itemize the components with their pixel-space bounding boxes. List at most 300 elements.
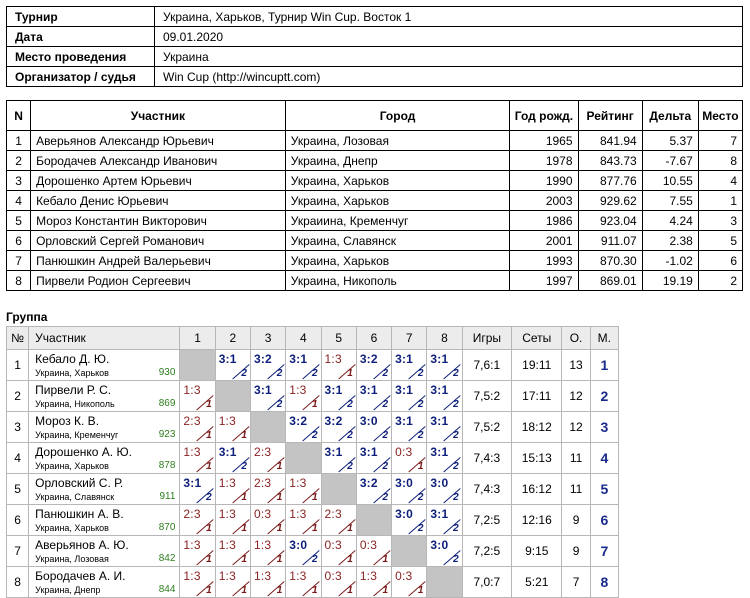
match-score: 3:0 bbox=[430, 476, 449, 490]
match-points: 2 bbox=[241, 368, 247, 379]
group-row bbox=[7, 381, 619, 412]
group-player-cell bbox=[29, 443, 180, 474]
match-result-cell bbox=[250, 536, 285, 567]
participant-number: 7 bbox=[7, 251, 31, 271]
info-row-tournament bbox=[7, 7, 743, 27]
participant-row bbox=[7, 151, 743, 171]
match-score: 3:1 bbox=[324, 445, 343, 459]
info-label: Организатор / судья bbox=[7, 67, 155, 87]
info-label: Турнир bbox=[7, 7, 155, 27]
group-player-city: Украина, Харьков bbox=[35, 368, 109, 378]
match-points: 1 bbox=[276, 523, 283, 534]
match-points: 1 bbox=[206, 523, 212, 534]
participant-rating: 877.76 bbox=[578, 171, 642, 191]
match-score: 1:3 bbox=[218, 538, 236, 552]
match-result-cell bbox=[286, 474, 321, 505]
group-col-header-opponent: 8 bbox=[427, 327, 462, 350]
participant-delta: -7.67 bbox=[642, 151, 698, 171]
match-points: 2 bbox=[453, 430, 459, 441]
match-result-cell bbox=[180, 474, 215, 505]
match-points: 1 bbox=[206, 399, 212, 410]
group-player-name: Кебало Д. Ю. bbox=[35, 352, 110, 366]
match-score: 2:3 bbox=[324, 507, 342, 521]
match-result-cell bbox=[321, 536, 356, 567]
participant-place: 2 bbox=[698, 271, 742, 291]
match-points: 2 bbox=[241, 461, 247, 472]
match-score: 3:1 bbox=[289, 352, 308, 366]
match-points: 1 bbox=[276, 461, 283, 472]
group-col-header-opponent: 7 bbox=[392, 327, 427, 350]
participant-birth-year: 2001 bbox=[510, 231, 578, 251]
match-points: 2 bbox=[417, 523, 424, 534]
group-diagonal-cell bbox=[180, 350, 215, 381]
group-sets: 17:11 bbox=[512, 381, 562, 412]
info-row-venue bbox=[7, 47, 743, 67]
group-player-city: Украина, Харьков bbox=[35, 523, 109, 533]
group-games: 7,5:2 bbox=[462, 381, 511, 412]
participant-city: Украина, Никополь bbox=[285, 271, 510, 291]
match-result-cell bbox=[250, 381, 285, 412]
group-player-name: Панюшкин А. В. bbox=[35, 507, 124, 521]
match-points: 1 bbox=[241, 523, 247, 534]
group-row-number: 4 bbox=[7, 443, 29, 474]
group-points: 7 bbox=[562, 567, 590, 598]
match-score: 1:3 bbox=[253, 569, 272, 583]
info-row-date bbox=[7, 27, 743, 47]
group-col-header-opponent: 5 bbox=[321, 327, 356, 350]
group-place: 4 bbox=[590, 443, 618, 474]
match-score: 3:1 bbox=[395, 383, 414, 397]
participant-row bbox=[7, 131, 743, 151]
group-diagonal-cell bbox=[321, 474, 356, 505]
match-score: 0:3 bbox=[395, 445, 413, 459]
match-points: 2 bbox=[206, 492, 212, 503]
group-games: 7,4:3 bbox=[462, 443, 511, 474]
match-points: 2 bbox=[453, 492, 459, 503]
group-points: 11 bbox=[562, 474, 590, 505]
info-label: Дата bbox=[7, 27, 155, 47]
participant-rating: 911.07 bbox=[578, 231, 642, 251]
match-points: 1 bbox=[311, 585, 318, 596]
match-score: 3:0 bbox=[430, 538, 449, 552]
participant-row bbox=[7, 191, 743, 211]
group-player-rating: 923 bbox=[158, 429, 176, 440]
group-games: 7,6:1 bbox=[462, 350, 511, 381]
match-points: 2 bbox=[382, 492, 389, 503]
match-points: 2 bbox=[417, 368, 424, 379]
group-games: 7,2:5 bbox=[462, 536, 511, 567]
participant-row bbox=[7, 231, 743, 251]
match-points: 2 bbox=[311, 554, 318, 565]
info-row-organizer bbox=[7, 67, 743, 87]
match-result-cell bbox=[286, 350, 321, 381]
match-score: 3:2 bbox=[359, 476, 378, 490]
match-score: 1:3 bbox=[183, 538, 201, 552]
match-result-cell bbox=[215, 536, 250, 567]
match-points: 2 bbox=[382, 430, 389, 441]
col-header-year: Год рожд. bbox=[510, 101, 578, 131]
participant-place: 7 bbox=[698, 131, 742, 151]
participant-name: Мороз Константин Викторович bbox=[31, 211, 286, 231]
match-points: 1 bbox=[347, 585, 353, 596]
match-points: 1 bbox=[417, 461, 424, 472]
match-points: 1 bbox=[206, 585, 212, 596]
match-score: 1:3 bbox=[359, 569, 378, 583]
group-col-header-opponent: 3 bbox=[250, 327, 285, 350]
match-score: 3:1 bbox=[395, 414, 414, 428]
participant-row bbox=[7, 211, 743, 231]
participant-number: 8 bbox=[7, 271, 31, 291]
info-value: Украина bbox=[155, 47, 743, 67]
participant-name: Дорошенко Артем Юрьевич bbox=[31, 171, 286, 191]
group-diagonal-cell bbox=[250, 412, 285, 443]
match-result-cell bbox=[321, 412, 356, 443]
match-score: 3:1 bbox=[430, 414, 449, 428]
group-player-city: Украина, Славянск bbox=[35, 492, 115, 502]
participant-place: 3 bbox=[698, 211, 742, 231]
group-row bbox=[7, 350, 619, 381]
match-result-cell bbox=[427, 443, 462, 474]
match-points: 2 bbox=[417, 430, 424, 441]
group-place: 2 bbox=[590, 381, 618, 412]
match-points: 1 bbox=[241, 585, 247, 596]
match-score: 1:3 bbox=[183, 383, 201, 397]
group-row-number: 1 bbox=[7, 350, 29, 381]
match-points: 2 bbox=[453, 399, 459, 410]
match-points: 2 bbox=[311, 368, 318, 379]
match-points: 2 bbox=[276, 368, 283, 379]
match-points: 2 bbox=[453, 523, 459, 534]
match-score: 3:2 bbox=[324, 414, 343, 428]
match-result-cell bbox=[356, 567, 391, 598]
participants-header-row bbox=[7, 101, 743, 131]
match-result-cell bbox=[392, 381, 427, 412]
col-header-name: Участник bbox=[31, 101, 286, 131]
col-header-place: Место bbox=[698, 101, 742, 131]
match-points: 2 bbox=[276, 399, 283, 410]
group-col-header-place: М. bbox=[590, 327, 618, 350]
match-points: 2 bbox=[347, 430, 353, 441]
participant-row bbox=[7, 251, 743, 271]
group-player-cell bbox=[29, 381, 180, 412]
info-label: Место проведения bbox=[7, 47, 155, 67]
match-score: 2:3 bbox=[183, 507, 201, 521]
match-result-cell bbox=[250, 350, 285, 381]
match-result-cell bbox=[321, 567, 356, 598]
match-result-cell bbox=[215, 474, 250, 505]
participant-birth-year: 1986 bbox=[510, 211, 578, 231]
col-header-n: N bbox=[7, 101, 31, 131]
group-row-number: 8 bbox=[7, 567, 29, 598]
group-player-cell bbox=[29, 505, 180, 536]
match-result-cell bbox=[356, 474, 391, 505]
group-col-header-points: О. bbox=[562, 327, 590, 350]
group-row-number: 6 bbox=[7, 505, 29, 536]
group-player-city: Украина, Кременчуг bbox=[35, 430, 119, 440]
participant-rating: 870.30 bbox=[578, 251, 642, 271]
participant-city: Украина, Днепр bbox=[285, 151, 510, 171]
group-points: 12 bbox=[562, 412, 590, 443]
group-player-name: Пирвели Р. С. bbox=[35, 383, 112, 397]
match-score: 3:1 bbox=[430, 352, 449, 366]
participant-delta: 4.24 bbox=[642, 211, 698, 231]
match-result-cell bbox=[215, 412, 250, 443]
match-result-cell bbox=[392, 443, 427, 474]
match-score: 0:3 bbox=[324, 569, 342, 583]
group-place: 3 bbox=[590, 412, 618, 443]
match-score: 3:1 bbox=[324, 383, 343, 397]
group-player-name: Аверьянов А. Ю. bbox=[35, 538, 129, 552]
group-player-cell bbox=[29, 536, 180, 567]
group-player-rating: 878 bbox=[158, 460, 176, 471]
match-result-cell bbox=[321, 505, 356, 536]
participant-place: 4 bbox=[698, 171, 742, 191]
match-score: 3:1 bbox=[218, 352, 237, 366]
match-result-cell bbox=[180, 536, 215, 567]
match-result-cell bbox=[321, 381, 356, 412]
group-row-number: 3 bbox=[7, 412, 29, 443]
match-points: 2 bbox=[311, 430, 318, 441]
group-sets: 9:15 bbox=[512, 536, 562, 567]
match-result-cell bbox=[250, 443, 285, 474]
participant-birth-year: 1997 bbox=[510, 271, 578, 291]
match-points: 1 bbox=[311, 492, 318, 503]
match-result-cell bbox=[356, 350, 391, 381]
match-points: 1 bbox=[417, 585, 424, 596]
match-points: 2 bbox=[382, 399, 389, 410]
match-result-cell bbox=[286, 412, 321, 443]
match-result-cell bbox=[250, 505, 285, 536]
group-row bbox=[7, 536, 619, 567]
match-points: 1 bbox=[241, 554, 247, 565]
match-result-cell bbox=[286, 567, 321, 598]
info-value: Win Cup (http://wincuptt.com) bbox=[155, 67, 743, 87]
group-diagonal-cell bbox=[215, 381, 250, 412]
match-score: 1:3 bbox=[218, 507, 236, 521]
participant-delta: 7.55 bbox=[642, 191, 698, 211]
match-points: 1 bbox=[206, 554, 212, 565]
match-points: 1 bbox=[382, 554, 389, 565]
match-points: 1 bbox=[276, 585, 283, 596]
participant-birth-year: 1990 bbox=[510, 171, 578, 191]
group-row bbox=[7, 412, 619, 443]
match-score: 3:2 bbox=[253, 352, 272, 366]
match-score: 3:0 bbox=[395, 507, 414, 521]
group-place: 1 bbox=[590, 350, 618, 381]
participant-birth-year: 2003 bbox=[510, 191, 578, 211]
match-points: 1 bbox=[206, 430, 212, 441]
match-score: 0:3 bbox=[395, 569, 413, 583]
match-points: 2 bbox=[453, 461, 459, 472]
match-score: 1:3 bbox=[289, 383, 307, 397]
group-player-cell bbox=[29, 474, 180, 505]
participant-delta: 5.37 bbox=[642, 131, 698, 151]
group-place: 7 bbox=[590, 536, 618, 567]
group-place: 5 bbox=[590, 474, 618, 505]
match-points: 2 bbox=[417, 399, 424, 410]
match-score: 1:3 bbox=[183, 569, 201, 583]
group-col-header-games: Игры bbox=[462, 327, 511, 350]
group-body bbox=[7, 350, 619, 598]
match-points: 2 bbox=[347, 461, 353, 472]
group-points: 13 bbox=[562, 350, 590, 381]
match-points: 2 bbox=[453, 554, 459, 565]
participant-delta: 19.19 bbox=[642, 271, 698, 291]
participant-number: 5 bbox=[7, 211, 31, 231]
match-points: 1 bbox=[347, 523, 353, 534]
participant-city: Украина, Харьков bbox=[285, 171, 510, 191]
match-result-cell bbox=[180, 443, 215, 474]
participant-place: 6 bbox=[698, 251, 742, 271]
group-player-rating: 842 bbox=[158, 553, 176, 564]
group-col-header-n: № bbox=[7, 327, 29, 350]
col-header-delta: Дельта bbox=[642, 101, 698, 131]
match-points: 1 bbox=[347, 554, 353, 565]
group-row-number: 2 bbox=[7, 381, 29, 412]
match-result-cell bbox=[356, 443, 391, 474]
match-points: 1 bbox=[276, 492, 283, 503]
match-score: 1:3 bbox=[253, 538, 272, 552]
match-points: 1 bbox=[241, 430, 247, 441]
match-result-cell bbox=[356, 412, 391, 443]
match-score: 3:1 bbox=[430, 383, 449, 397]
match-result-cell bbox=[180, 567, 215, 598]
group-player-rating: 930 bbox=[158, 367, 176, 378]
group-sets: 19:11 bbox=[512, 350, 562, 381]
match-result-cell bbox=[427, 505, 462, 536]
group-col-header-opponent: 6 bbox=[356, 327, 391, 350]
group-player-cell bbox=[29, 567, 180, 598]
participant-city: Украина, Славянск bbox=[285, 231, 510, 251]
participant-city: Украиина, Кременчуг bbox=[285, 211, 510, 231]
group-points: 12 bbox=[562, 381, 590, 412]
match-score: 1:3 bbox=[289, 507, 307, 521]
match-result-cell bbox=[392, 474, 427, 505]
match-result-cell bbox=[250, 474, 285, 505]
match-points: 2 bbox=[347, 399, 353, 410]
match-result-cell bbox=[180, 505, 215, 536]
group-player-rating: 869 bbox=[158, 398, 176, 409]
match-score: 3:1 bbox=[430, 445, 449, 459]
group-col-header-name: Участник bbox=[29, 327, 180, 350]
participant-number: 2 bbox=[7, 151, 31, 171]
match-score: 2:3 bbox=[183, 414, 201, 428]
participant-row bbox=[7, 171, 743, 191]
match-score: 3:1 bbox=[430, 507, 449, 521]
match-points: 1 bbox=[347, 368, 353, 379]
info-value: 09.01.2020 bbox=[155, 27, 743, 47]
participant-city: Украина, Харьков bbox=[285, 251, 510, 271]
match-result-cell bbox=[215, 443, 250, 474]
match-score: 0:3 bbox=[359, 538, 378, 552]
participants-table bbox=[6, 100, 743, 291]
group-player-city: Украина, Харьков bbox=[35, 461, 109, 471]
group-player-cell bbox=[29, 350, 180, 381]
match-result-cell bbox=[427, 412, 462, 443]
group-diagonal-cell bbox=[356, 505, 391, 536]
group-row bbox=[7, 474, 619, 505]
match-score: 3:1 bbox=[395, 352, 414, 366]
participant-rating: 923.04 bbox=[578, 211, 642, 231]
group-col-header-opponent: 4 bbox=[286, 327, 321, 350]
participant-city: Украина, Лозовая bbox=[285, 131, 510, 151]
participant-delta: 2.38 bbox=[642, 231, 698, 251]
participant-number: 6 bbox=[7, 231, 31, 251]
match-points: 1 bbox=[206, 461, 212, 472]
match-score: 3:0 bbox=[395, 476, 414, 490]
participant-number: 4 bbox=[7, 191, 31, 211]
participant-rating: 869.01 bbox=[578, 271, 642, 291]
match-result-cell bbox=[427, 474, 462, 505]
group-player-name: Дорошенко А. Ю. bbox=[35, 445, 132, 459]
col-header-city: Город bbox=[285, 101, 510, 131]
participant-place: 5 bbox=[698, 231, 742, 251]
participant-birth-year: 1965 bbox=[510, 131, 578, 151]
match-score: 1:3 bbox=[183, 445, 201, 459]
group-diagonal-cell bbox=[392, 536, 427, 567]
participant-name: Кебало Денис Юрьевич bbox=[31, 191, 286, 211]
group-player-rating: 870 bbox=[158, 522, 176, 533]
participant-city: Украина, Харьков bbox=[285, 191, 510, 211]
match-points: 2 bbox=[453, 368, 459, 379]
participant-name: Бородачев Александр Иванович bbox=[31, 151, 286, 171]
group-title: Группа bbox=[6, 310, 48, 324]
match-result-cell bbox=[427, 381, 462, 412]
participant-delta: -1.02 bbox=[642, 251, 698, 271]
group-place: 6 bbox=[590, 505, 618, 536]
match-result-cell bbox=[427, 350, 462, 381]
match-score: 3:1 bbox=[218, 445, 237, 459]
participant-row bbox=[7, 271, 743, 291]
group-col-header-sets: Сеты bbox=[512, 327, 562, 350]
group-player-city: Украина, Лозовая bbox=[35, 554, 109, 564]
match-result-cell bbox=[286, 536, 321, 567]
match-score: 1:3 bbox=[218, 476, 236, 490]
match-result-cell bbox=[286, 381, 321, 412]
group-diagonal-cell bbox=[427, 567, 462, 598]
participant-name: Пирвели Родион Сергеевич bbox=[31, 271, 286, 291]
match-result-cell bbox=[180, 412, 215, 443]
group-sets: 18:12 bbox=[512, 412, 562, 443]
group-crosstable bbox=[6, 326, 619, 598]
match-points: 1 bbox=[241, 492, 247, 503]
match-score: 3:1 bbox=[359, 383, 378, 397]
match-score: 3:0 bbox=[359, 414, 378, 428]
participant-place: 1 bbox=[698, 191, 742, 211]
participant-number: 3 bbox=[7, 171, 31, 191]
group-player-city: Украина, Никополь bbox=[35, 399, 115, 409]
group-player-name: Бородачев А. И. bbox=[35, 569, 126, 583]
match-result-cell bbox=[286, 505, 321, 536]
group-diagonal-cell bbox=[286, 443, 321, 474]
match-score: 1:3 bbox=[324, 352, 342, 366]
group-points: 9 bbox=[562, 505, 590, 536]
match-score: 1:3 bbox=[218, 569, 236, 583]
group-row bbox=[7, 443, 619, 474]
match-result-cell bbox=[180, 381, 215, 412]
match-result-cell bbox=[215, 505, 250, 536]
match-points: 2 bbox=[382, 461, 389, 472]
match-score: 1:3 bbox=[218, 414, 236, 428]
group-sets: 15:13 bbox=[512, 443, 562, 474]
group-row bbox=[7, 505, 619, 536]
match-score: 3:1 bbox=[183, 476, 202, 490]
match-points: 1 bbox=[382, 585, 389, 596]
group-games: 7,4:3 bbox=[462, 474, 511, 505]
match-result-cell bbox=[321, 443, 356, 474]
participant-number: 1 bbox=[7, 131, 31, 151]
group-player-name: Орловский С. Р. bbox=[35, 476, 124, 490]
